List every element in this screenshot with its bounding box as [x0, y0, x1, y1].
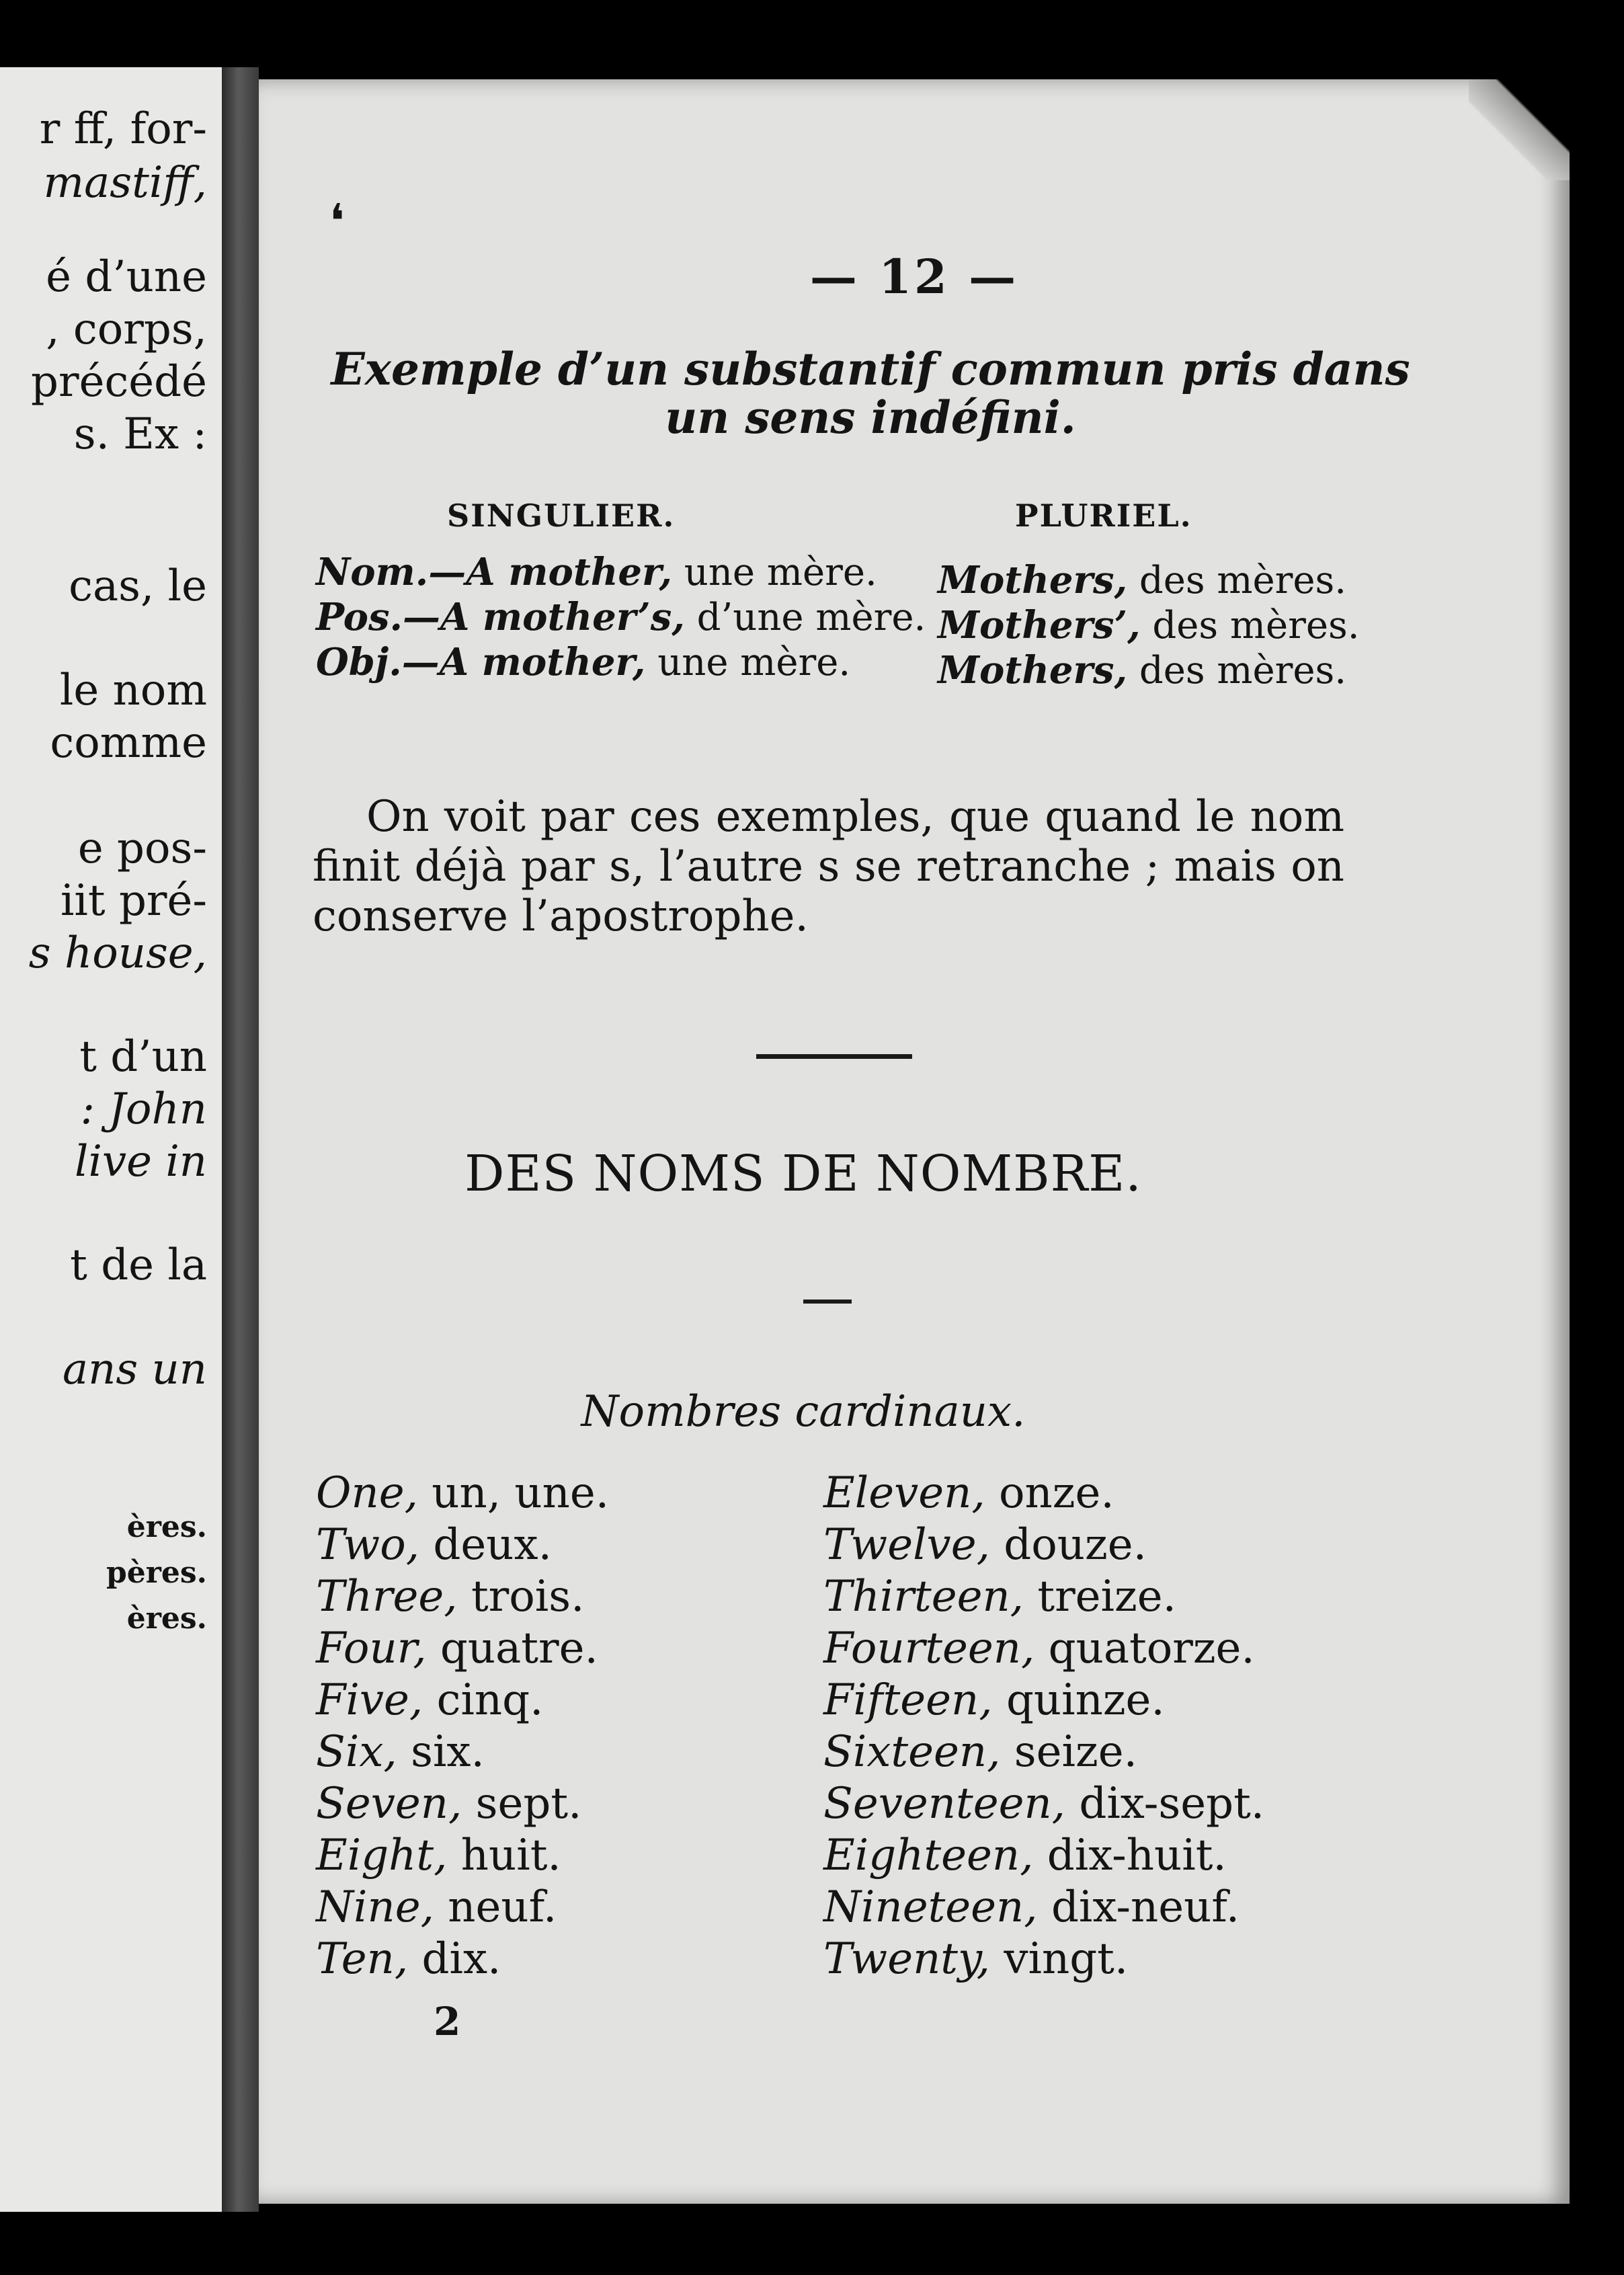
english-number: Nineteen,: [823, 1882, 1038, 1932]
page-number: — 12 —: [809, 249, 1019, 305]
english-number: Fifteen,: [823, 1675, 993, 1725]
english-number: Two,: [316, 1520, 420, 1570]
left-page-text-fragment: le nom: [59, 666, 207, 715]
left-page-text-fragment: cas, le: [69, 561, 207, 611]
number-entry: [316, 1726, 609, 1778]
number-entry: [823, 1778, 1264, 1830]
number-entry: [316, 1571, 609, 1623]
left-page-text-fragment: s house,: [28, 928, 207, 978]
declension-translation: des mères.: [1127, 649, 1347, 692]
number-entry: [316, 1778, 609, 1830]
left-page-text-fragment: pères.: [106, 1556, 207, 1590]
declension-row: [938, 558, 1360, 603]
declension-translation: une mère.: [645, 641, 851, 684]
declension-translation: des mères.: [1127, 559, 1347, 602]
number-entry: [316, 1882, 609, 1933]
declension-row: [316, 550, 926, 595]
left-page-text-fragment: ans un: [63, 1345, 207, 1394]
english-number: Twelve,: [823, 1520, 990, 1570]
declension-term: Obj.—A mother,: [316, 640, 646, 684]
declension-translation: des mères.: [1140, 604, 1360, 647]
french-number: quatorze.: [1034, 1624, 1255, 1673]
french-number: quatre.: [426, 1624, 598, 1673]
number-entry: [316, 1675, 609, 1726]
declension-term: Nom.—A mother,: [316, 550, 672, 594]
number-entry: [823, 1882, 1264, 1933]
english-number: Twenty,: [823, 1934, 990, 1984]
number-entry: [823, 1675, 1264, 1726]
previous-page-fragment: [0, 67, 222, 2212]
english-number: Sixteen,: [823, 1727, 1001, 1777]
plural-header: PLURIEL.: [1015, 497, 1192, 534]
declension-plural: [938, 558, 1360, 693]
number-entry: [316, 1830, 609, 1882]
french-number: seize.: [1000, 1727, 1137, 1777]
left-page-text-fragment: e pos-: [77, 824, 207, 873]
french-number: un, une.: [417, 1468, 610, 1518]
left-page-text-fragment: , corps,: [46, 305, 207, 354]
left-page-text-fragment: live in: [75, 1137, 207, 1187]
declension-term: Mothers,: [938, 558, 1128, 602]
french-number: onze.: [985, 1468, 1114, 1518]
french-number: cinq.: [423, 1675, 544, 1725]
declension-term: Mothers’,: [938, 603, 1141, 647]
french-number: dix-neuf.: [1037, 1882, 1240, 1932]
example-title: Exemple d’un substantif commun pris dans un sens indéfini.: [331, 343, 1410, 444]
english-number: Five,: [316, 1675, 423, 1725]
number-entry: [823, 1623, 1264, 1675]
section-title: DES NOMS DE NOMBRE.: [464, 1145, 1142, 1203]
declension-row: [316, 595, 926, 640]
left-page-text-fragment: comme: [50, 718, 207, 768]
number-entry: [823, 1468, 1264, 1519]
french-number: quinze.: [992, 1675, 1165, 1725]
number-entry: [823, 1519, 1264, 1571]
french-number: dix-huit.: [1033, 1831, 1227, 1880]
english-number: Seventeen,: [823, 1779, 1065, 1829]
english-number: Seven,: [316, 1779, 462, 1829]
english-number: Eighteen,: [823, 1831, 1034, 1880]
number-entry: [823, 1571, 1264, 1623]
left-page-text-fragment: : John: [80, 1084, 207, 1134]
french-number: vingt.: [990, 1934, 1129, 1984]
left-page-text-fragment: mastiff,: [43, 158, 207, 208]
english-number: Eleven,: [823, 1468, 985, 1518]
numbers-list-left: [316, 1468, 609, 1985]
page-corner-fold: [1469, 79, 1570, 180]
number-entry: [316, 1468, 609, 1519]
signature-mark: 2: [434, 1999, 461, 2044]
english-number: Fourteen,: [823, 1624, 1035, 1673]
french-number: six.: [397, 1727, 485, 1777]
left-page-text-fragment: ères.: [126, 1601, 207, 1636]
english-number: Eight,: [316, 1831, 448, 1880]
number-entry: [316, 1519, 609, 1571]
french-number: neuf.: [434, 1882, 557, 1932]
french-number: huit.: [447, 1831, 561, 1880]
numbers-list-right: [823, 1468, 1264, 1985]
left-page-text-fragment: ères.: [126, 1510, 207, 1544]
french-number: dix-sept.: [1065, 1779, 1265, 1829]
english-number: Thirteen,: [823, 1572, 1024, 1622]
ink-mark: ❛: [329, 194, 345, 249]
french-number: deux.: [419, 1520, 552, 1570]
number-entry: [316, 1933, 609, 1985]
short-divider: [803, 1300, 852, 1304]
left-page-text-fragment: iit pré-: [60, 876, 207, 926]
body-paragraph: On voit par ces exemples, que quand le nom finit déjà par s, l’autre s se retranche ; mais on conserve l’apostrophe.: [313, 792, 1344, 941]
english-number: Three,: [316, 1572, 458, 1622]
english-number: Ten,: [316, 1934, 409, 1984]
left-page-text-fragment: t d’un: [79, 1032, 207, 1082]
subsection-title: Nombres cardinaux.: [581, 1387, 1026, 1437]
left-page-text-fragment: s. Ex :: [73, 409, 207, 459]
english-number: Four,: [316, 1624, 427, 1673]
book-gutter: [222, 67, 259, 2212]
french-number: treize.: [1024, 1572, 1176, 1622]
left-page-text-fragment: précédé: [31, 357, 207, 407]
declension-translation: d’une mère.: [684, 596, 926, 639]
number-entry: [823, 1933, 1264, 1985]
declension-translation: une mère.: [672, 551, 877, 594]
french-number: dix.: [408, 1934, 501, 1984]
declension-row: [938, 603, 1360, 648]
french-number: trois.: [457, 1572, 585, 1622]
number-entry: [823, 1830, 1264, 1882]
english-number: Nine,: [316, 1882, 434, 1932]
singular-header: SINGULIER.: [447, 497, 676, 534]
left-page-text-fragment: t de la: [70, 1240, 207, 1290]
section-divider: [756, 1054, 912, 1059]
english-number: Six,: [316, 1727, 397, 1777]
book-page: [259, 79, 1570, 2204]
english-number: One,: [316, 1468, 418, 1518]
number-entry: [823, 1726, 1264, 1778]
french-number: sept.: [462, 1779, 582, 1829]
french-number: douze.: [989, 1520, 1147, 1570]
declension-row: [316, 640, 926, 685]
declension-term: Mothers,: [938, 648, 1128, 692]
left-page-text-fragment: é d’une: [46, 252, 207, 302]
declension-singular: [316, 550, 926, 685]
declension-row: [938, 648, 1360, 693]
declension-term: Pos.—A mother’s,: [316, 595, 685, 639]
left-page-text-fragment: r ff, for-: [39, 104, 207, 154]
number-entry: [316, 1623, 609, 1675]
